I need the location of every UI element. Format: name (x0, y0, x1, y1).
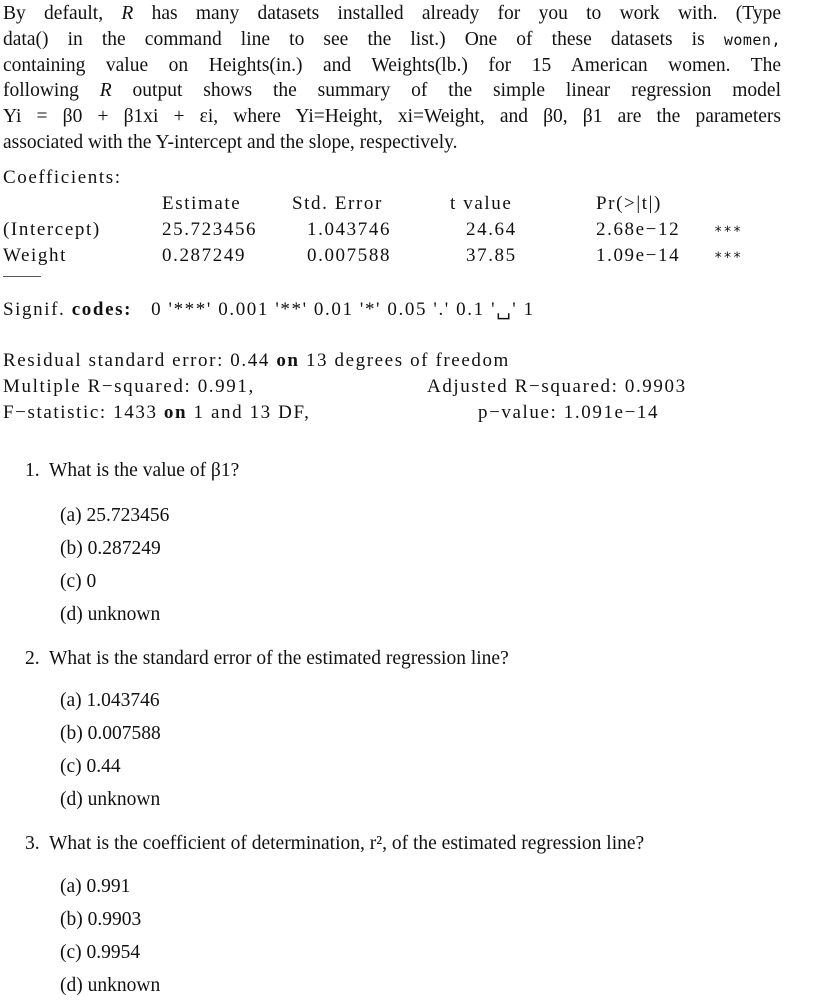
multiple-r-squared: Multiple R−squared: 0.991, (3, 376, 255, 397)
question-3-option-c: (c) 0.9954 (60, 942, 141, 963)
question-2-option-c: (c) 0.44 (60, 756, 121, 777)
question-1: 1. What is the value of β1? (25, 460, 240, 481)
question-1-option-b: (b) 0.287249 (60, 538, 161, 559)
header-stderr: Std. Error (292, 193, 383, 214)
question-1-option-d: (d) unknown (60, 604, 161, 625)
intro-line-4: following R output shows the summary of the simple linear regression model (3, 80, 781, 102)
separator-rule (3, 276, 41, 277)
intro-line-3: containing value on Heights(in.) and Weights(lb.) for 15 American women. The (3, 54, 781, 76)
question-3-option-d: (d) unknown (60, 975, 161, 996)
row-estimate: 0.287249 (162, 245, 247, 266)
intro-line-1: By default, R has many datasets installed already for you to work with. (Type (3, 3, 781, 24)
intro-line-2: data() in the command line to see the list.) One of these datasets is women, (3, 28, 781, 50)
row-pvalue: 1.09e−14 (596, 245, 681, 266)
question-1-option-c: (c) 0 (60, 571, 97, 592)
question-3-option-b: (b) 0.9903 (60, 909, 142, 930)
header-estimate: Estimate (162, 193, 242, 214)
row-pvalue: 2.68e−12 (596, 219, 681, 240)
residual-standard-error: Residual standard error: 0.44 on 13 degrees of freedom (3, 350, 510, 371)
question-2-option-d: (d) unknown (60, 789, 161, 810)
row-stderr: 0.007588 (307, 245, 392, 266)
header-pvalue: Pr(>|t|) (596, 193, 662, 214)
row-tvalue: 24.64 (466, 219, 517, 240)
intro-line-6: associated with the Y-intercept and the slope, respectively. (3, 131, 458, 153)
question-2-option-b: (b) 0.007588 (60, 723, 161, 744)
adjusted-r-squared: Adjusted R−squared: 0.9903 (427, 376, 687, 397)
signif-codes-line: Signif. codes: 0 '***' 0.001 '**' 0.01 '*' 0.05 '.' 0.1 '␣' 1 (3, 299, 535, 320)
row-stars: *** (714, 224, 743, 240)
question-1-option-a: (a) 25.723456 (60, 505, 170, 526)
coefficients-label: Coefficients: (3, 167, 122, 188)
question-2: 2. What is the standard error of the estimated regression line? (25, 648, 509, 669)
question-2-option-a: (a) 1.043746 (60, 690, 160, 711)
intro-line-5: Yi = β0 + β1xi + εi, where Yi=Height, xi=Weight, and β0, β1 are the parameters (3, 106, 781, 128)
f-statistic: F−statistic: 1433 on 1 and 13 DF, (3, 402, 311, 423)
intro-paragraph (3, 1, 781, 156)
row-stars: *** (714, 250, 743, 266)
header-tvalue: t value (450, 193, 513, 214)
row-name: (Intercept) (3, 219, 101, 240)
question-3-option-a: (a) 0.991 (60, 876, 131, 897)
row-stderr: 1.043746 (307, 219, 392, 240)
row-estimate: 25.723456 (162, 219, 258, 240)
row-name: Weight (3, 245, 68, 266)
p-value: p−value: 1.091e−14 (478, 402, 660, 423)
question-3: 3. What is the coefficient of determination, r², of the estimated regression line? (25, 833, 645, 854)
row-tvalue: 37.85 (466, 245, 517, 266)
